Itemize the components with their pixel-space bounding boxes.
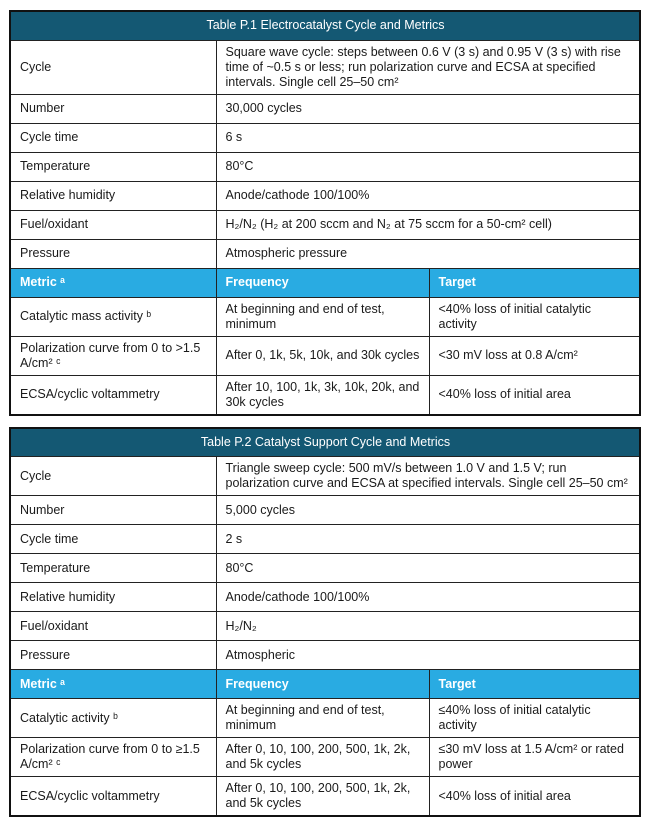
frequency-cell: After 0, 1k, 5k, 10k, and 30k cycles xyxy=(216,336,429,375)
metric-header-row xyxy=(10,670,640,699)
metric-row xyxy=(10,699,640,738)
target-cell: <40% loss of initial area xyxy=(429,375,640,415)
spec-label-cycle-time: Cycle time xyxy=(10,525,216,554)
metric-cell: ECSA/cyclic voltammetry xyxy=(10,375,216,415)
spec-label-temperature: Temperature xyxy=(10,152,216,181)
target-cell: <30 mV loss at 0.8 A/cm² xyxy=(429,336,640,375)
frequency-cell: At beginning and end of test, minimum xyxy=(216,297,429,336)
spec-label-number: Number xyxy=(10,94,216,123)
metric-cell: Polarization curve from 0 to >1.5 A/cm² ᶜ xyxy=(10,336,216,375)
spec-label-relative-humidity: Relative humidity xyxy=(10,583,216,612)
metric-cell: Catalytic activity ᵇ xyxy=(10,699,216,738)
table-p1 xyxy=(9,10,641,416)
spec-value-relative-humidity: Anode/cathode 100/100% xyxy=(216,181,640,210)
spec-value-number: 5,000 cycles xyxy=(216,496,640,525)
table-row xyxy=(10,583,640,612)
spec-label-cycle-time: Cycle time xyxy=(10,123,216,152)
spec-value-relative-humidity: Anode/cathode 100/100% xyxy=(216,583,640,612)
table-row xyxy=(10,210,640,239)
spec-value-temperature: 80°C xyxy=(216,152,640,181)
spec-label-pressure: Pressure xyxy=(10,239,216,268)
table-p2 xyxy=(9,427,641,817)
spec-label-pressure: Pressure xyxy=(10,641,216,670)
table-row xyxy=(10,239,640,268)
metric-header-target: Target xyxy=(429,268,640,297)
spec-label-temperature: Temperature xyxy=(10,554,216,583)
table-row xyxy=(10,94,640,123)
spec-value-cycle-time: 2 s xyxy=(216,525,640,554)
metric-header-target: Target xyxy=(429,670,640,699)
table-row xyxy=(10,428,640,457)
spec-value-cycle: Square wave cycle: steps between 0.6 V (3 s) and 0.95 V (3 s) with rise time of ~0.5 s or less; run polarization curve and ECSA at specified intervals. Single cell 25–50 cm² xyxy=(216,40,640,94)
frequency-cell: After 10, 100, 1k, 3k, 10k, 20k, and 30k cycles xyxy=(216,375,429,415)
frequency-cell: At beginning and end of test, minimum xyxy=(216,699,429,738)
table-p1-title: Table P.1 Electrocatalyst Cycle and Metrics xyxy=(10,11,640,40)
metric-header-frequency: Frequency xyxy=(216,670,429,699)
table-row xyxy=(10,641,640,670)
spec-value-fuel-oxidant: H₂/N₂ xyxy=(216,612,640,641)
metric-row xyxy=(10,777,640,817)
target-cell: ≤40% loss of initial catalytic activity xyxy=(429,699,640,738)
table-row xyxy=(10,457,640,496)
metric-row xyxy=(10,375,640,415)
metric-cell: Catalytic mass activity ᵇ xyxy=(10,297,216,336)
table-row xyxy=(10,525,640,554)
frequency-cell: After 0, 10, 100, 200, 500, 1k, 2k, and 5k cycles xyxy=(216,777,429,817)
metric-row xyxy=(10,297,640,336)
spec-value-temperature: 80°C xyxy=(216,554,640,583)
target-cell: <40% loss of initial area xyxy=(429,777,640,817)
spec-label-cycle: Cycle xyxy=(10,40,216,94)
spec-label-cycle: Cycle xyxy=(10,457,216,496)
spec-value-pressure: Atmospheric pressure xyxy=(216,239,640,268)
spec-label-relative-humidity: Relative humidity xyxy=(10,181,216,210)
spec-label-fuel-oxidant: Fuel/oxidant xyxy=(10,210,216,239)
spec-label-number: Number xyxy=(10,496,216,525)
metric-cell: ECSA/cyclic voltammetry xyxy=(10,777,216,817)
metric-header-metric: Metric ᵃ xyxy=(10,268,216,297)
metric-cell: Polarization curve from 0 to ≥1.5 A/cm² ᶜ xyxy=(10,738,216,777)
table-row xyxy=(10,181,640,210)
target-cell: <40% loss of initial catalytic activity xyxy=(429,297,640,336)
metric-row xyxy=(10,738,640,777)
spec-value-pressure: Atmospheric xyxy=(216,641,640,670)
spec-value-cycle-time: 6 s xyxy=(216,123,640,152)
metric-header-row xyxy=(10,268,640,297)
table-row xyxy=(10,152,640,181)
metric-header-metric: Metric ᵃ xyxy=(10,670,216,699)
table-row xyxy=(10,123,640,152)
table-row xyxy=(10,11,640,40)
table-row xyxy=(10,40,640,94)
spec-value-fuel-oxidant: H₂/N₂ (H₂ at 200 sccm and N₂ at 75 sccm for a 50-cm² cell) xyxy=(216,210,640,239)
table-p2-title: Table P.2 Catalyst Support Cycle and Metrics xyxy=(10,428,640,457)
table-row xyxy=(10,554,640,583)
table-row xyxy=(10,496,640,525)
target-cell: ≤30 mV loss at 1.5 A/cm² or rated power xyxy=(429,738,640,777)
metric-header-frequency: Frequency xyxy=(216,268,429,297)
spec-value-number: 30,000 cycles xyxy=(216,94,640,123)
table-row xyxy=(10,612,640,641)
spec-label-fuel-oxidant: Fuel/oxidant xyxy=(10,612,216,641)
metric-row xyxy=(10,336,640,375)
spec-value-cycle: Triangle sweep cycle: 500 mV/s between 1.0 V and 1.5 V; run polarization curve and ECSA at specified intervals. Single cell 25–50 cm² xyxy=(216,457,640,496)
frequency-cell: After 0, 10, 100, 200, 500, 1k, 2k, and 5k cycles xyxy=(216,738,429,777)
